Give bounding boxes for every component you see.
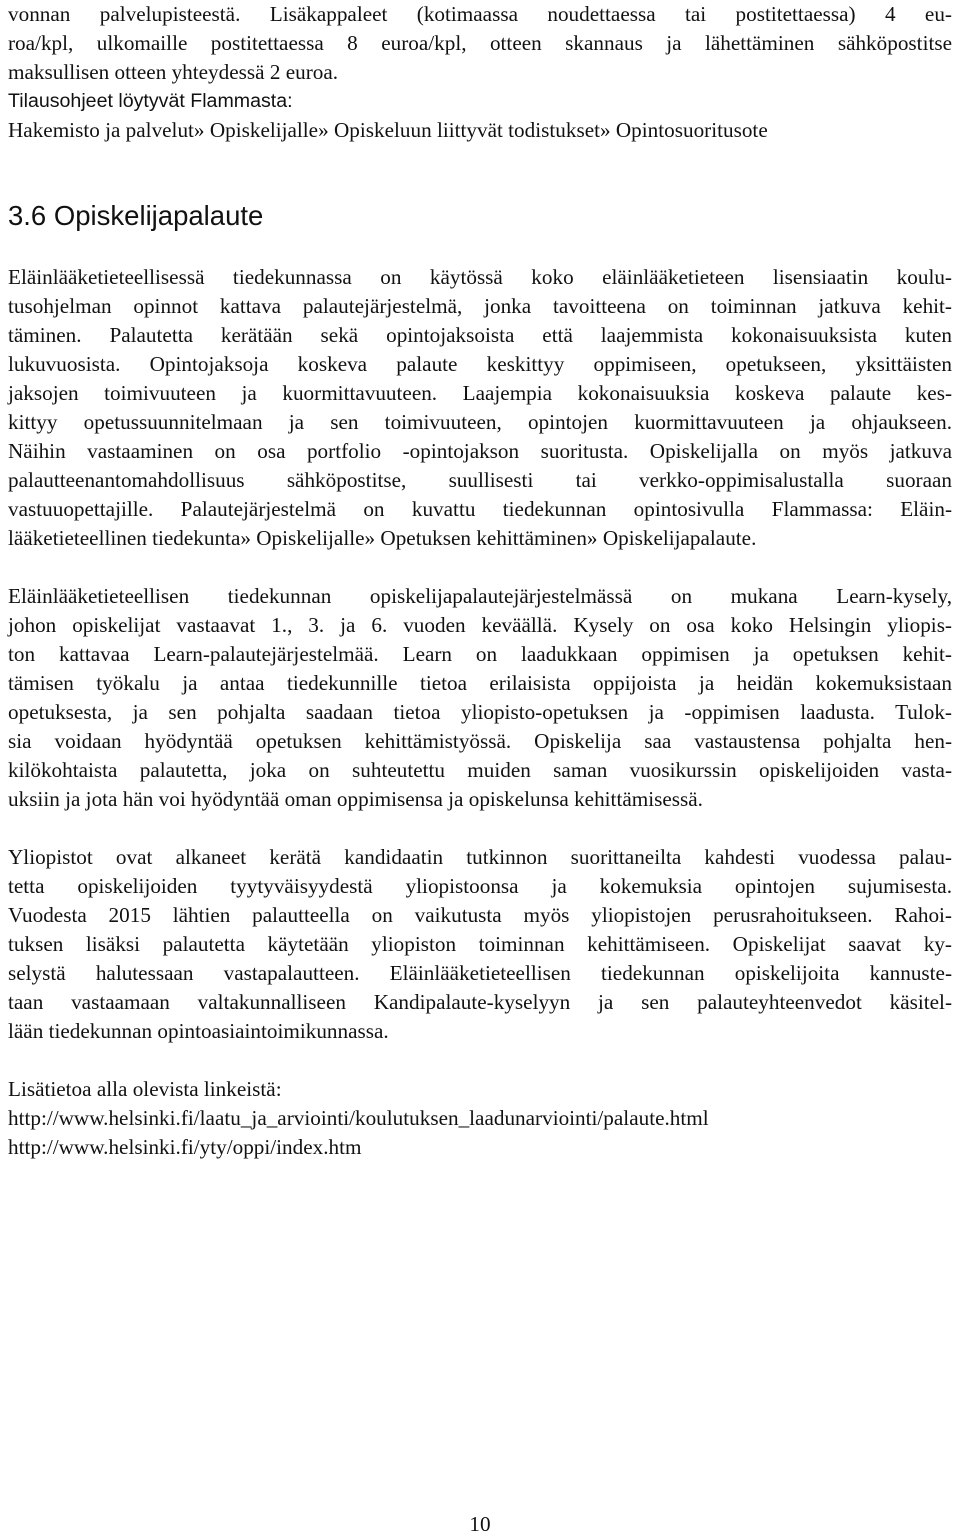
paragraph-2-line: ton kattavaa Learn-palautejärjestelmää. Learn on laadukkaan oppimisen ja opetuksen kehit- (8, 642, 952, 666)
paragraph-3-line: Vuodesta 2015 lähtien palautteella on vaikutusta myös yliopistojen perusrahoitukseen. Rahoi- (8, 903, 952, 927)
paragraph-3-line: tetta opiskelijoiden tyytyväisyydestä yliopistoonsa ja kokemuksia opintojen sujumisesta. (8, 874, 952, 898)
page-number: 10 (469, 1512, 491, 1536)
order-instructions-path: Hakemisto ja palvelut» Opiskelijalle» Opiskeluun liittyvät todistukset» Opintosuoritusote (8, 118, 768, 142)
paragraph-2-line: johon opiskelijat vastaavat 1., 3. ja 6. vuoden keväällä. Kysely on osa koko Helsingin yliopis- (8, 613, 952, 637)
paragraph-1-line: vastuuopettajille. Palautejärjestelmä on kuvattu tiedekunnan opintosivulla Flammassa: Eläin- (8, 497, 952, 521)
paragraph-2-line: opetuksesta, ja sen pohjalta saadaan tietoa yliopisto-opetuksen ja -oppimisen laadusta. Tulok- (8, 700, 952, 724)
paragraph-1-line: täminen. Palautetta kerätään sekä opintojaksoista että laajemmista kokonaisuuksista kuten (8, 323, 952, 347)
paragraph-2-line: uksiin ja jota hän voi hyödyntää oman oppimisensa ja opiskelunsa kehittämisessä. (8, 787, 703, 811)
intro-line-3: maksullisen otteen yhteydessä 2 euroa. (8, 60, 339, 84)
paragraph-2-line: tämisen työkalu ja antaa tiedekunnille tietoa erilaisista oppijoista ja heidän kokemuksistaan (8, 671, 952, 695)
paragraph-1-line: lukuvuosista. Opintojaksoja koskeva palaute keskittyy oppimiseen, opetukseen, yksittäisten (8, 352, 952, 376)
paragraph-1-line: lääketieteellinen tiedekunta» Opiskelijalle» Opetuksen kehittäminen» Opiskelijapalaute. (8, 526, 757, 550)
paragraph-3-line: taan vastaamaan valtakunnalliseen Kandipalaute-kyselyyn ja sen palauteyhteenvedot käsitel- (8, 990, 952, 1014)
paragraph-1-line: Eläinlääketieteellisessä tiedekunnassa on käytössä koko eläinlääketieteen lisensiaatin koulu- (8, 265, 952, 289)
paragraph-2-line: sia voidaan hyödyntää opetuksen kehittämistyössä. Opiskelija saa vastaustensa pohjalta hen- (8, 729, 952, 753)
paragraph-3-line: Yliopistot ovat alkaneet kerätä kandidaatin tutkinnon suorittaneilta kahdesti vuodessa palau- (8, 845, 952, 869)
links-title: Lisätietoa alla olevista linkeistä: (8, 1077, 282, 1101)
paragraph-2-line: kilökohtaista palautetta, joka on suhteutettu muiden saman vuosikurssin opiskelijoiden vasta- (8, 758, 952, 782)
paragraph-2-line: Eläinlääketieteellisen tiedekunnan opiskelijapalautejärjestelmässä on mukana Learn-kysely, (8, 584, 952, 608)
section-heading: 3.6 Opiskelijapalaute (8, 200, 264, 231)
intro-line-1: vonnan palvelupisteestä. Lisäkappaleet (kotimaassa noudettaessa tai postitettaessa) 4 eu- (8, 2, 952, 26)
paragraph-3-line: tuksen lisäksi palautetta käytetään yliopiston toiminnan kehittämiseen. Opiskelijat saavat ky- (8, 932, 952, 956)
paragraph-1-line: palautteenantomahdollisuus sähköpostitse, suullisesti tai verkko-oppimisalustalla suoraan (8, 468, 952, 492)
paragraph-1-line: Näihin vastaaminen on osa portfolio -opintojakson suoritusta. Opiskelijalla on myös jatkuva (8, 439, 952, 463)
order-instructions-title: Tilausohjeet löytyvät Flammasta: (8, 90, 293, 112)
paragraph-1-line: kittyy opetussuunnitelmaan ja sen toimivuuteen, opintojen kuormittavuuteen ja ohjaukseen. (8, 410, 952, 434)
paragraph-3-line: lään tiedekunnan opintoasiaintoimikunnassa. (8, 1019, 389, 1043)
link-learning-page[interactable]: http://www.helsinki.fi/yty/oppi/index.htm (8, 1135, 362, 1159)
paragraph-1-line: tusohjelman opinnot kattava palautejärjestelmä, jonka tavoitteena on toiminnan jatkuva kehit- (8, 294, 952, 318)
paragraph-1-line: jaksojen toimivuuteen ja kuormittavuuteen. Laajempia kokonaisuuksia koskeva palaute kes- (8, 381, 952, 405)
intro-line-2: roa/kpl, ulkomaille postitettaessa 8 euroa/kpl, otteen skannaus ja lähettäminen sähköpostitse (8, 31, 952, 55)
paragraph-3-line: selystä halutessaan vastapalautteen. Eläinlääketieteellisen tiedekunnan opiskelijoita kannuste- (8, 961, 952, 985)
link-feedback-page[interactable]: http://www.helsinki.fi/laatu_ja_arviointi/koulutuksen_laadunarviointi/palaute.html (8, 1106, 709, 1130)
